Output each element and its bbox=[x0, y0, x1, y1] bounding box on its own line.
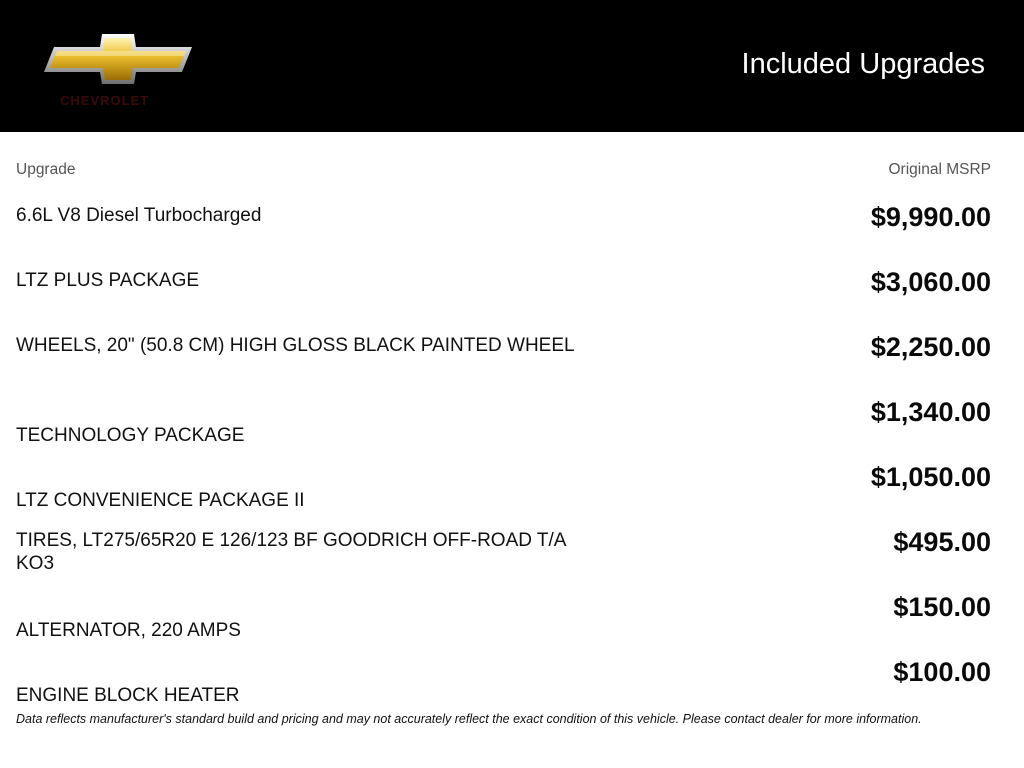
upgrade-price: $1,340.00 bbox=[870, 397, 991, 427]
upgrade-name: 6.6L V8 Diesel Turbocharged bbox=[16, 205, 262, 226]
page-title: Included Upgrades bbox=[741, 48, 985, 80]
upgrade-name: LTZ CONVENIENCE PACKAGE II bbox=[16, 490, 305, 511]
upgrade-price: $9,990.00 bbox=[870, 202, 991, 232]
upgrade-name: ALTERNATOR, 220 AMPS bbox=[16, 620, 241, 641]
upgrade-row bbox=[16, 261, 991, 326]
upgrade-row bbox=[16, 391, 991, 456]
column-header-msrp: Original MSRP bbox=[888, 161, 991, 178]
chevrolet-bowtie-icon bbox=[42, 34, 194, 110]
disclaimer-text: Data reflects manufacturer's standard build and pricing and may not accurately reflect the exact condition of this vehicle. Please contact dealer for more information. bbox=[16, 712, 922, 726]
column-header-upgrade: Upgrade bbox=[16, 161, 76, 178]
upgrade-name: TECHNOLOGY PACKAGE bbox=[16, 425, 245, 446]
upgrade-list bbox=[16, 196, 991, 716]
upgrade-row bbox=[16, 586, 991, 651]
upgrade-row bbox=[16, 196, 991, 261]
upgrade-price: $2,250.00 bbox=[870, 332, 991, 362]
chevrolet-wordmark: CHEVROLET bbox=[60, 93, 150, 108]
upgrade-name: ENGINE BLOCK HEATER bbox=[16, 685, 240, 706]
upgrade-name: WHEELS, 20" (50.8 CM) HIGH GLOSS BLACK PAINTED WHEEL bbox=[16, 335, 575, 356]
upgrade-price: $1,050.00 bbox=[870, 462, 991, 492]
upgrade-row bbox=[16, 651, 991, 716]
upgrade-price: $100.00 bbox=[893, 657, 991, 687]
upgrade-name: TIRES, LT275/65R20 E 126/123 BF GOODRICH OFF-ROAD T/A KO3 bbox=[16, 530, 566, 574]
upgrade-row bbox=[16, 456, 991, 521]
upgrade-price: $3,060.00 bbox=[870, 267, 991, 297]
upgrade-price: $150.00 bbox=[893, 592, 991, 622]
upgrade-row bbox=[16, 521, 991, 586]
upgrade-price: $495.00 bbox=[893, 527, 991, 557]
upgrade-row bbox=[16, 326, 991, 391]
header-banner bbox=[0, 0, 1024, 132]
chevrolet-logo bbox=[42, 34, 194, 110]
upgrade-name: LTZ PLUS PACKAGE bbox=[16, 270, 200, 291]
